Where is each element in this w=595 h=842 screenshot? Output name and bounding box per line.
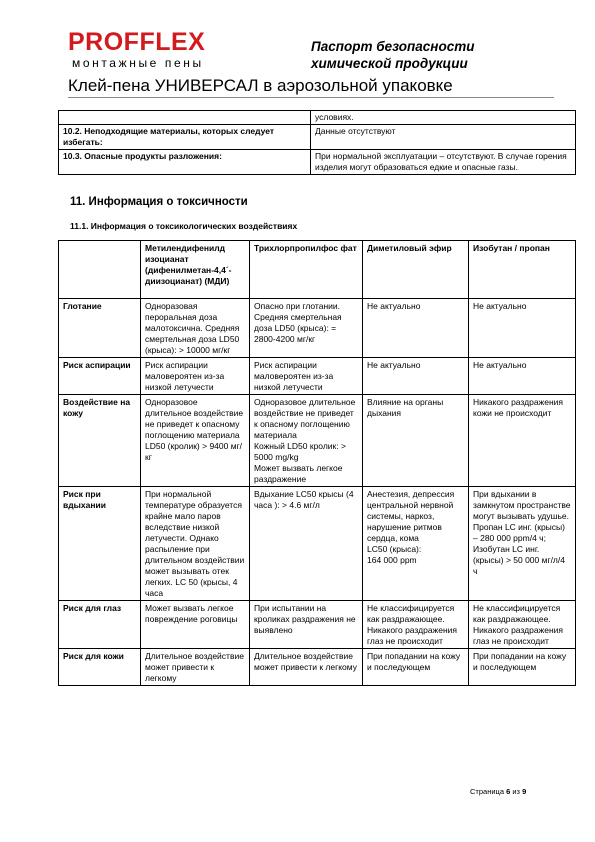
row-value: При нормальной эксплуатации – отсутствуют. В случае горения изделия могут образоваться едкие и опасные газы. — [311, 150, 576, 175]
table-row — [59, 487, 576, 601]
table-cell: При нормальной температуре образуется крайне мало паров вследствие низкой летучести. Однако распыление при длительном воздействии может вызывать отек легких. LC 50 (крысы, 4 часа — [141, 487, 250, 601]
table-cell: Не классифицируется как раздражающее. Никакого раздражения глаз не происходит — [363, 601, 469, 649]
toxicity-table — [58, 240, 576, 686]
table-row — [59, 601, 576, 649]
page-of-label: из — [512, 787, 520, 796]
table-cell: Не актуально — [363, 358, 469, 395]
table-cell: Анестезия, депрессия центральной нервной системы, наркоз, нарушение ритмов сердца, кома LC50 (крыса): 164 000 ppm — [363, 487, 469, 601]
table-cell: Опасно при глотании. Средняя смертельная доза LD50 (крыса): = 2800-4200 мг/кг — [250, 299, 363, 358]
table-cell: Может вызвать легкое повреждение роговицы — [141, 601, 250, 649]
table-cell: Одноразовое длительное воздействие не приведет к опасному поглощению материала Кожный LD50 кролик: > 5000 mg/kg Может вызвать легкое раздражение — [250, 395, 363, 487]
table-cell: Длительное воздействие может привести к легкому — [250, 649, 363, 686]
brand-tagline: монтажные пены — [72, 56, 204, 70]
row-label: Риск для кожи — [59, 649, 141, 686]
table-header-row — [59, 241, 576, 299]
column-header: Метилендифенилд изоцианат (дифенилметан-4,4´-диизоцианат) (МДИ) — [141, 241, 250, 299]
page-total: 9 — [522, 787, 527, 796]
document-title-text: Паспорт безопасности химической продукции — [311, 39, 475, 71]
page-footer — [470, 787, 526, 797]
table-row — [59, 125, 576, 150]
table-cell: Вдыхание LC50 крысы (4 часа ): > 4.6 мг/л — [250, 487, 363, 601]
page-label: Страница — [470, 787, 504, 796]
row-value: Данные отсутствуют — [311, 125, 576, 150]
table-cell: Риск аспирации маловероятен из-за низкой летучести — [141, 358, 250, 395]
product-name: Клей-пена УНИВЕРСАЛ в аэрозольной упаковке — [68, 76, 453, 95]
table-row — [59, 395, 576, 487]
table-cell: При попадании на кожу и последующем — [469, 649, 576, 686]
column-header — [59, 241, 141, 299]
row-label: 10.2. Неподходящие материалы, которых следует избегать: — [59, 125, 311, 150]
table-row — [59, 358, 576, 395]
row-label: Риск при вдыхании — [59, 487, 141, 601]
header-divider — [68, 97, 554, 98]
table-cell: Не актуально — [469, 358, 576, 395]
row-label: Риск аспирации — [59, 358, 141, 395]
table-cell: При испытании на кроликах раздражения не выявлено — [250, 601, 363, 649]
table-cell: Одноразовая пероральная доза малотоксична. Средняя смертельная доза LD50 (крыса): > 10000 мг/кг — [141, 299, 250, 358]
row-label: Глотание — [59, 299, 141, 358]
subsection-title: 11.1. Информация о токсикологических воздействиях — [70, 221, 298, 231]
table-row — [59, 111, 576, 125]
brand-logo: PROFFLEX — [68, 28, 206, 56]
column-header: Трихлорпропилфос фат — [250, 241, 363, 299]
column-header: Изобутан / пропан — [469, 241, 576, 299]
page-number: 6 — [506, 787, 511, 796]
table-cell: Никакого раздражения кожи не происходит — [469, 395, 576, 487]
table-cell: Не актуально — [363, 299, 469, 358]
row-label — [59, 111, 311, 125]
row-label: Воздействие на кожу — [59, 395, 141, 487]
section-title: 11. Информация о токсичности — [70, 196, 248, 208]
table-row — [59, 299, 576, 358]
table-cell: Не классифицируется как раздражающее. Никакого раздражения глаз не происходит — [469, 601, 576, 649]
document-title — [311, 38, 551, 72]
row-value: условиях. — [311, 111, 576, 125]
table-cell: При попадании на кожу и последующем — [363, 649, 469, 686]
table-cell: При вдыхании в замкнутом пространстве могут вызывать удушье. Пропан LC инг. (крысы) – 280 000 ppm/4 ч; Изобутан LC инг. (крысы) > 50 000 мг/л/4 ч — [469, 487, 576, 601]
table-row — [59, 649, 576, 686]
table-cell: Риск аспирации маловероятен из-за низкой летучести — [250, 358, 363, 395]
table-cell: Не актуально — [469, 299, 576, 358]
table-cell: Одноразовое длительное воздействие не приведет к опасному поглощению материала LD50 (кролик) > 9400 мг/кг — [141, 395, 250, 487]
row-label: 10.3. Опасные продукты разложения: — [59, 150, 311, 175]
column-header: Диметиловый эфир — [363, 241, 469, 299]
section-10-table — [58, 110, 576, 175]
table-row — [59, 150, 576, 175]
table-cell: Длительное воздействие может привести к легкому — [141, 649, 250, 686]
table-cell: Влияние на органы дыхания — [363, 395, 469, 487]
row-label: Риск для глаз — [59, 601, 141, 649]
